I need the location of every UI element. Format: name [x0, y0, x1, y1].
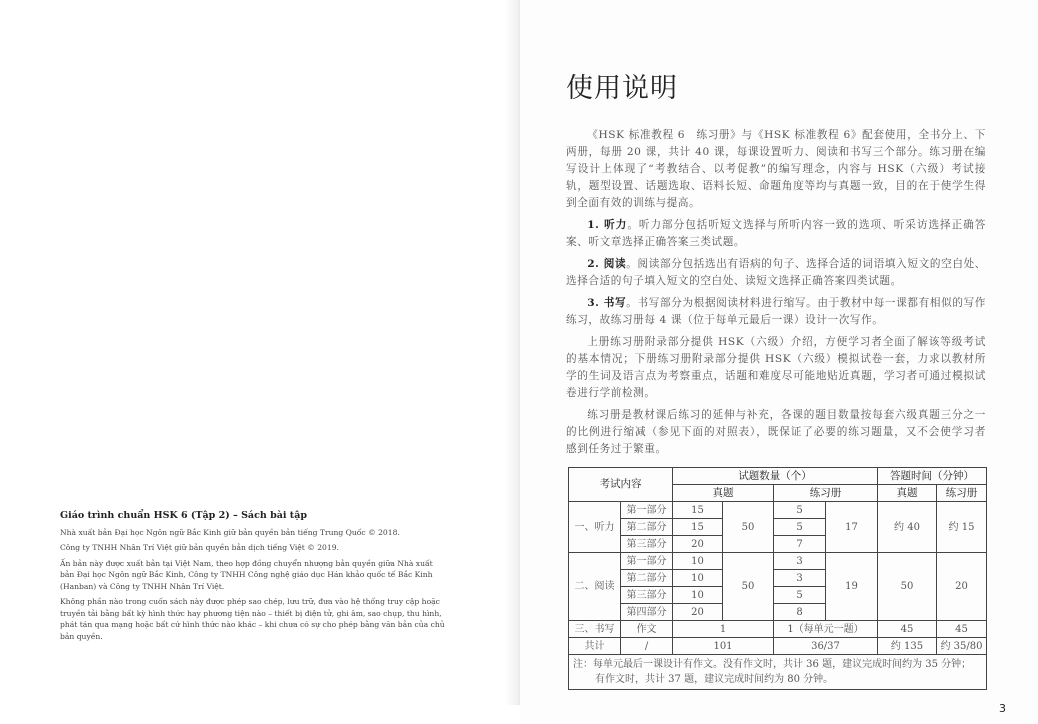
- part-name: 第一部分: [621, 502, 673, 519]
- real-count: 10: [673, 553, 723, 570]
- section-reading: 二、阅读: [569, 553, 621, 621]
- real-count: 20: [673, 604, 723, 621]
- left-page: [0, 0, 520, 705]
- wb-time: 20: [937, 553, 987, 621]
- note-line: 有作文时，共计 37 题，建议完成时间约为 80 分钟。: [595, 674, 834, 685]
- wb-time: 约 35/80: [937, 638, 987, 655]
- item-label: 听力: [604, 219, 628, 231]
- real-time: 约 40: [878, 502, 937, 553]
- part-name: 第四部分: [621, 604, 673, 621]
- right-page-column: [566, 0, 1006, 724]
- wb-count: 36/37: [774, 638, 878, 655]
- section-writing: 三、书写: [569, 621, 621, 638]
- item-listening: [566, 217, 986, 251]
- wb-time: 45: [937, 621, 987, 638]
- wb-count: 5: [774, 502, 826, 519]
- item-label: 阅读: [603, 258, 627, 270]
- header-workbook: 练习册: [774, 485, 878, 502]
- item-writing: [566, 295, 986, 329]
- part-name: 第三部分: [621, 587, 673, 604]
- item-number: 1.: [587, 219, 600, 231]
- header-content: 考试内容: [569, 468, 673, 502]
- real-time: 约 135: [878, 638, 937, 655]
- wb-time: 约 15: [937, 502, 987, 553]
- real-total: 50: [723, 502, 774, 553]
- table-row: [569, 553, 987, 570]
- wb-count: 7: [774, 536, 826, 553]
- colophon-paragraph: Công ty TNHH Nhân Trí Việt giữ bản quyền bản dịch tiếng Việt © 2019.: [60, 543, 339, 552]
- ratio-paragraph: 练习册是教材课后练习的延伸与补充，各课的题目数量按每套六级真题三分之一的比例进行缩减（参见下面的对照表），既保证了必要的练习题量，又不会使学习者感到任务过于繁重。: [566, 409, 986, 455]
- intro-paragraph: 《HSK 标准教程 6 练习册》与《HSK 标准教程 6》配套使用，全书分上、下两册，每册 20 课，共计 40 课，每课设置听力、阅读和书写三个部分。练习册在编写设计上体现了“考教结合、以考促教”的编写理念，内容与 HSK（六级）考试接轨，题型设置、话题选取、语料长短、命题角度等均与真题一致，目的在于使学生得到全面有效的训练与提高。: [566, 129, 986, 209]
- item-text: 。听力部分包括听短文选择与所听内容一致的选项、听采访选择正确答案、听文章选择正确答案三类试题。: [566, 219, 986, 248]
- wb-count: 3: [774, 570, 826, 587]
- part-name: 第二部分: [621, 570, 673, 587]
- item-text: 。书写部分为根据阅读材料进行缩写。由于教材中每一课都有相似的写作练习，故练习册每 4 课（位于每单元最后一课）设计一次写作。: [566, 297, 987, 326]
- header-workbook-time: 练习册: [937, 485, 987, 502]
- wb-count: 3: [774, 553, 826, 570]
- real-count: 10: [673, 570, 723, 587]
- real-count: 15: [673, 502, 723, 519]
- header-count: 试题数量（个）: [673, 468, 878, 485]
- real-count: 1: [673, 621, 774, 638]
- colophon: [60, 510, 445, 646]
- real-time: 50: [878, 553, 937, 621]
- wb-count: 5: [774, 519, 826, 536]
- note-line: 注：每单元最后一课设计有作文。没有作文时，共计 36 题，建议完成时间约为 35 分钟；: [573, 659, 972, 670]
- wb-count: 5: [774, 587, 826, 604]
- item-text: 。阅读部分包括选出有语病的句子、选择合适的词语填入短文的空白处、选择合适的句子填入短文的空白处、读短文选择正确答案四类试题。: [566, 258, 987, 287]
- table-row: [569, 502, 987, 519]
- real-count: 20: [673, 536, 723, 553]
- page-title: 使用说明: [566, 73, 678, 104]
- instructions-body: [566, 127, 986, 463]
- comparison-table: [568, 467, 987, 690]
- appendix-paragraph: 上册练习册附录部分提供 HSK（六级）介绍，方便学习者全面了解该等级考试的基本情况；下册练习册附录部分提供 HSK（六级）模拟试卷一套，力求以教材所学的生词及语言点为考察重点，话题和难度尽可能地贴近真题，学习者可通过模拟试卷进行学前检测。: [566, 336, 986, 399]
- real-count: 10: [673, 587, 723, 604]
- page-number: 3: [999, 702, 1006, 715]
- item-label: 书写: [603, 297, 627, 309]
- section-listening: 一、听力: [569, 502, 621, 553]
- table-note-row: [569, 655, 987, 690]
- wb-total: 17: [826, 502, 878, 553]
- header-real: 真题: [673, 485, 774, 502]
- real-count: 15: [673, 519, 723, 536]
- table-row: [569, 621, 987, 638]
- real-count: 101: [673, 638, 774, 655]
- item-number: 2.: [587, 258, 600, 270]
- item-number: 3.: [587, 297, 600, 309]
- part-name: 作文: [621, 621, 673, 638]
- wb-total: 19: [826, 553, 878, 621]
- part-name: /: [621, 638, 673, 655]
- wb-count: 8: [774, 604, 826, 621]
- table-note: [569, 655, 987, 690]
- item-reading: [566, 256, 986, 290]
- colophon-paragraph: Ấn bản này được xuất bản tại Việt Nam, theo hợp đồng chuyển nhượng bản quyền giữa Nhà xuất bản Đại học Ngôn ngữ Bắc Kinh, Công ty TNHH Công nghệ giáo dục Hán khảo quốc tế Bắc Kinh (Hanban) và Công ty TNHH Nhân Trí Việt.: [60, 558, 433, 591]
- right-page: [520, 0, 1038, 724]
- table-row: [569, 638, 987, 655]
- header-time: 答题时间（分钟）: [878, 468, 987, 485]
- part-name: 第一部分: [621, 553, 673, 570]
- part-name: 第三部分: [621, 536, 673, 553]
- colophon-heading: Giáo trình chuẩn HSK 6 (Tập 2) – Sách bài tập: [60, 510, 307, 521]
- header-real-time: 真题: [878, 485, 937, 502]
- real-total: 50: [723, 553, 774, 621]
- total-label: 共计: [569, 638, 621, 655]
- colophon-paragraph: Không phần nào trong cuốn sách này được phép sao chép, lưu trữ, đưa vào hệ thống truy cập hoặc truyền tải bằng bất kỳ hình thức hay phương tiện nào – thiết bị điện tử, ghi âm, sao chụp, thu hình, phát tán qua mạng hoặc bất cứ hình thức nào khác – khi chưa có sự cho phép bằng văn bản của chủ bản quyền.: [60, 597, 445, 641]
- wb-count: 1（每单元一题）: [774, 621, 878, 638]
- colophon-paragraph: Nhà xuất bản Đại học Ngôn ngữ Bắc Kinh giữ bản quyền bản tiếng Trung Quốc © 2018.: [60, 527, 400, 537]
- part-name: 第二部分: [621, 519, 673, 536]
- real-time: 45: [878, 621, 937, 638]
